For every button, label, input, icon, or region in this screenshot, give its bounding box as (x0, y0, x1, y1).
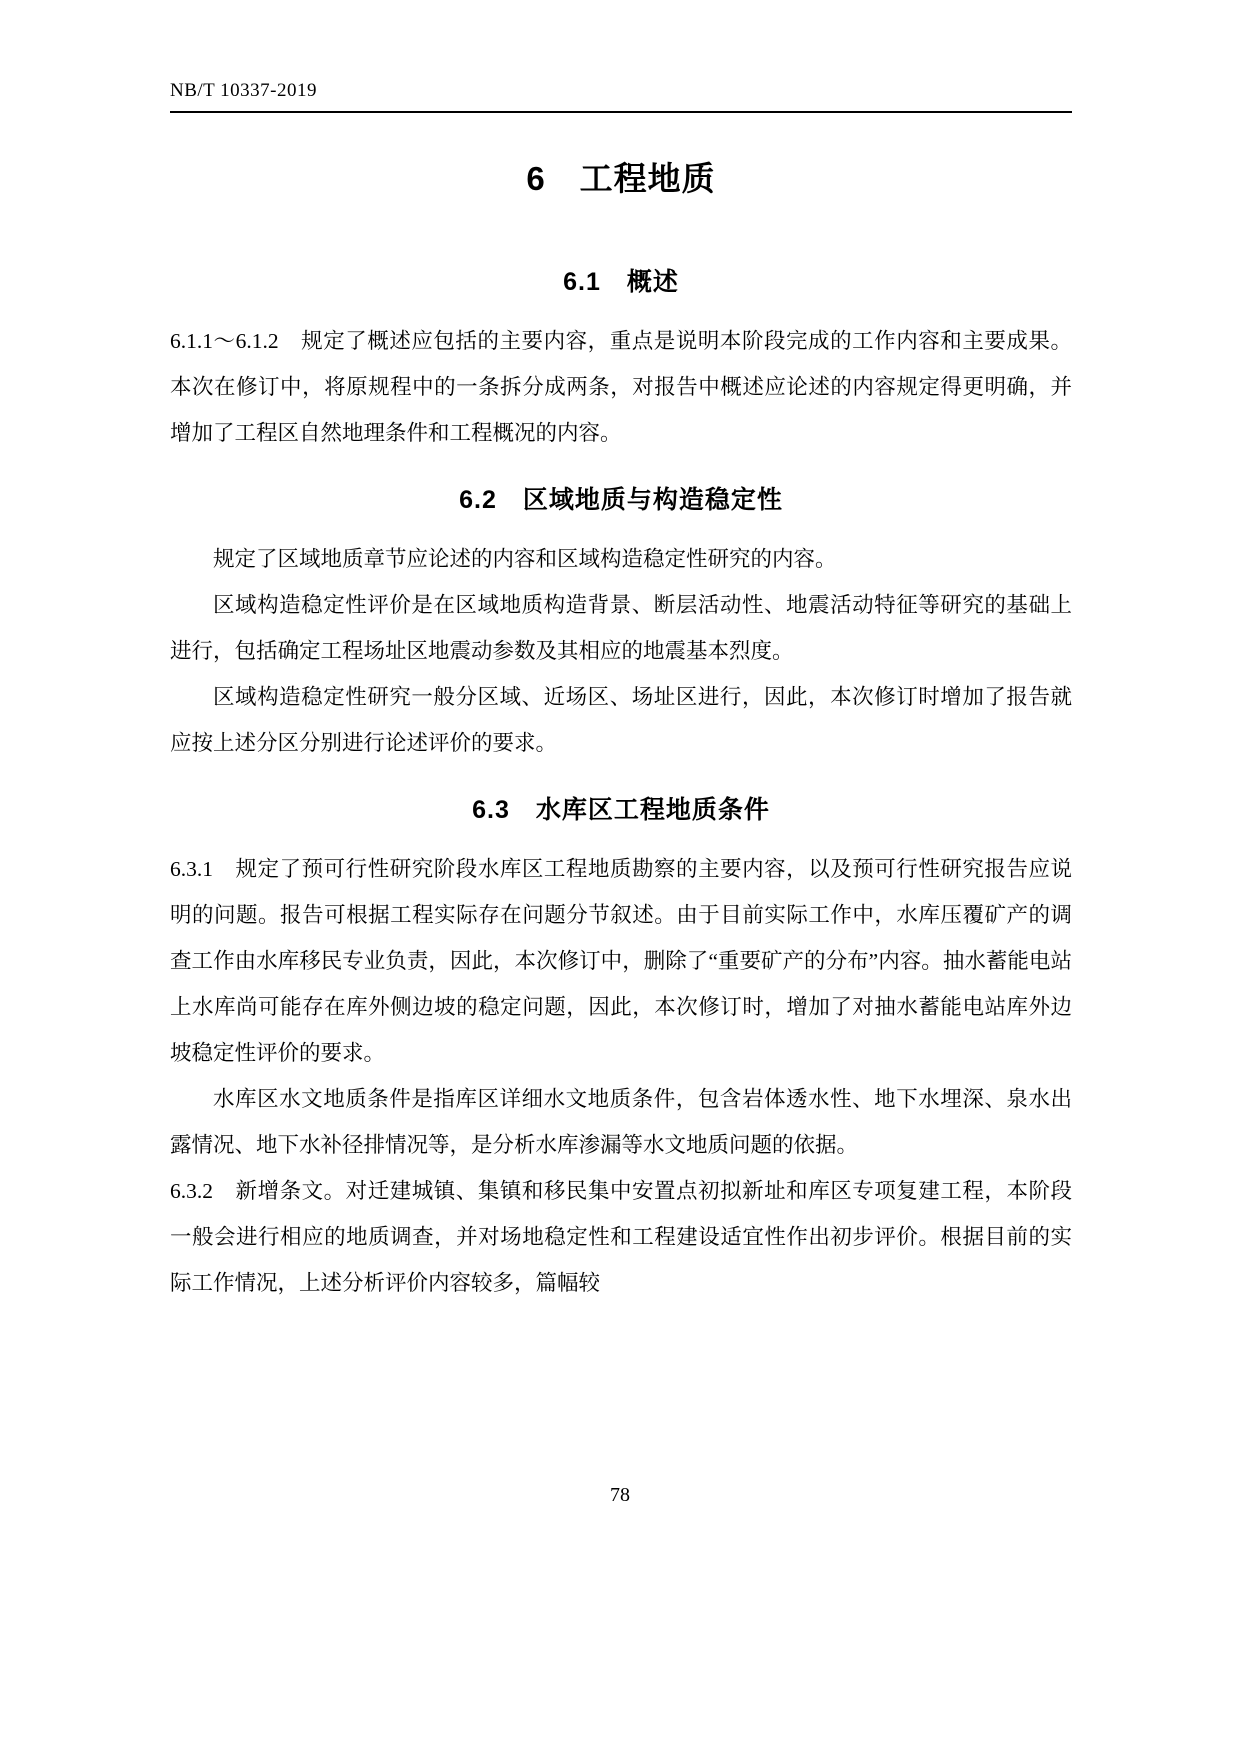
paragraph: 区域构造稳定性评价是在区域地质构造背景、断层活动性、地震活动特征等研究的基础上进行，包括确定工程场址区地震动参数及其相应的地震基本烈度。 (170, 593, 1072, 663)
header-divider (170, 111, 1072, 113)
section-heading-6-3: 6.3 水库区工程地质条件 (472, 796, 770, 824)
paragraph-6-3-2: 6.3.2 新增条文。对迁建城镇、集镇和移民集中安置点初拟新址和库区专项复建工程，本阶段一般会进行相应的地质调查，并对场地稳定性和工程建设适宜性作出初步评价。根据目前的实际工作情况，上述分析评价内容较多，篇幅较 (170, 1179, 1072, 1295)
section-heading-6-2: 6.2 区域地质与构造稳定性 (459, 486, 783, 514)
paragraph-6-1-1: 6.1.1～6.1.2 规定了概述应包括的主要内容，重点是说明本阶段完成的工作内容和主要成果。本次在修订中，将原规程中的一条拆分成两条，对报告中概述应论述的内容规定得更明确，并增加了工程区自然地理条件和工程概况的内容。 (170, 329, 1072, 445)
paragraph: 水库区水文地质条件是指库区详细水文地质条件，包含岩体透水性、地下水埋深、泉水出露情况、地下水补径排情况等，是分析水库渗漏等水文地质问题的依据。 (170, 1087, 1072, 1157)
page-header (170, 80, 1072, 113)
section-heading-6-1: 6.1 概述 (563, 268, 679, 296)
document-body (170, 153, 1072, 1306)
chapter-title: 6 工程地质 (526, 160, 716, 197)
paragraph: 区域构造稳定性研究一般分区域、近场区、场址区进行，因此，本次修订时增加了报告就应按上述分区分别进行论述评价的要求。 (170, 685, 1072, 755)
page-number: 78 (610, 1484, 630, 1506)
paragraph-6-3-1: 6.3.1 规定了预可行性研究阶段水库区工程地质勘察的主要内容，以及预可行性研究报告应说明的问题。报告可根据工程实际存在问题分节叙述。由于目前实际工作中，水库压覆矿产的调查工作由水库移民专业负责，因此，本次修订中，删除了“重要矿产的分布”内容。抽水蓄能电站上水库尚可能存在库外侧边坡的稳定问题，因此，本次修订时，增加了对抽水蓄能电站库外边坡稳定性评价的要求。 (170, 857, 1072, 1065)
standard-number: NB/T 10337-2019 (170, 80, 318, 101)
paragraph: 规定了区域地质章节应论述的内容和区域构造稳定性研究的内容。 (213, 547, 837, 571)
